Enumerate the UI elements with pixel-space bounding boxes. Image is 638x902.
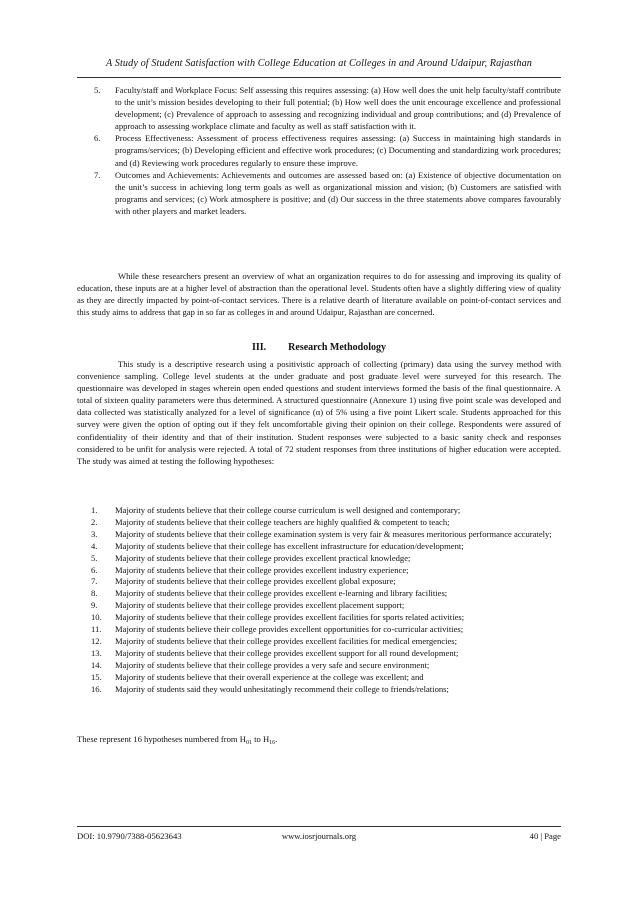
hypothesis-text: Majority of students said they would unhesitatingly recommend their college to friends/relations; bbox=[115, 683, 449, 694]
hypothesis-text: Majority of students believe that their college course curriculum is well designed and contemporary; bbox=[115, 505, 461, 515]
section-number: III. bbox=[251, 342, 267, 353]
hypothesis-text: Majority of students believe that their college provides excellent facilities for sports related activities; bbox=[115, 612, 465, 623]
hypothesis-number: 3. bbox=[91, 528, 98, 539]
hypothesis-item bbox=[77, 660, 561, 672]
footer-rule bbox=[77, 826, 561, 827]
hypothesis-item bbox=[77, 636, 561, 648]
hypothesis-text: Majority of students believe that their college has excellent infrastructure for education/development; bbox=[115, 540, 464, 551]
hypothesis-number: 7. bbox=[91, 576, 98, 587]
list-item bbox=[77, 84, 561, 132]
hypothesis-text: Majority of students believe that their college provides excellent support for all round development; bbox=[115, 647, 459, 658]
hypothesis-number: 15. bbox=[91, 671, 102, 682]
list-item-text: Outcomes and Achievements: Achievements and outcomes are assessed based on: (a) Existence of objective documentation on the unit’s success in achieving long term goals as well as organizational mission and vision; (b) Customers are satisfied with programs and services; (c) Work atmosphere is positive; and (d) Our success in the three statements above compares favourably with other players and market leaders. bbox=[115, 169, 561, 216]
hypothesis-text: Majority of students believe that their college provides excellent facilities for medical emergencies; bbox=[115, 635, 458, 646]
closing-middle: to H bbox=[251, 733, 270, 744]
hypothesis-item bbox=[77, 553, 561, 565]
hypothesis-number: 5. bbox=[91, 552, 98, 563]
hypothesis-text: Majority of students believe that their college provides a very safe and secure environment; bbox=[115, 659, 430, 670]
hypothesis-item bbox=[77, 588, 561, 600]
hypothesis-number: 12. bbox=[91, 635, 102, 646]
hypothesis-number: 4. bbox=[91, 540, 98, 551]
hypothesis-text: Majority of students believe that their college teachers are highly qualified & competent to teach; bbox=[115, 516, 450, 527]
hypothesis-text: Majority of students believe their college provides excellent opportunities for co-curricular activities; bbox=[115, 624, 464, 635]
footer-website[interactable]: www.iosrjournals.org bbox=[281, 831, 357, 841]
body-paragraph-methodology: This study is a descriptive research using a positivistic approach of collecting (primary) data using the survey method with convenience sampling. College level students at the under graduate and post graduate level were surveyed for this research. The questionnaire was developed in stages wherein open ended questions and student interviews formed the basis of the final questionnaire. A total of sixteen quality parameters were thus determined. A structured questionnaire (Annexure 1) using five point scale was developed and data collected was statistically analyzed for a level of significance (α) of 5% using a five point Likert scale. Students approached for this survey were given the option of opting out if they felt uncomfortable giving their opinion on their college. Respondents were assured of confidentiality of their identity and that of their institution. Student responses were subjected to a basic sanity check and responses considered to be unfit for analysis were rejected. A total of 72 student responses from three institutions of higher education were accepted. The study was aimed at testing the following hypotheses: bbox=[77, 359, 561, 466]
section-heading bbox=[77, 342, 561, 353]
header-rule bbox=[77, 77, 561, 78]
hypothesis-text: Majority of students believe that their overall experience at the college was excellent; and bbox=[115, 671, 424, 682]
hypothesis-text: Majority of students believe that their college provides excellent global exposure; bbox=[115, 576, 396, 587]
hypothesis-text: Majority of students believe that their college provides excellent practical knowledge; bbox=[115, 552, 411, 563]
list-item bbox=[77, 169, 561, 217]
hypothesis-number: 10. bbox=[91, 612, 102, 623]
hypothesis-number: 6. bbox=[91, 564, 98, 575]
hypothesis-item bbox=[77, 541, 561, 553]
running-title: A Study of Student Satisfaction with College Education at Colleges in and Around Udaipur, Rajasthan bbox=[106, 58, 532, 69]
hypothesis-number: 13. bbox=[91, 647, 102, 658]
hypothesis-item bbox=[77, 684, 561, 696]
hypothesis-text: Majority of students believe that their college provides excellent placement support; bbox=[115, 600, 405, 611]
closing-sentence bbox=[77, 733, 561, 745]
list-item-number: 7. bbox=[94, 169, 101, 180]
section-title: Research Methodology bbox=[288, 342, 387, 353]
hypothesis-number: 11. bbox=[91, 624, 102, 635]
hypothesis-item bbox=[77, 505, 561, 517]
hypotheses-list bbox=[77, 505, 561, 696]
hypothesis-item bbox=[77, 517, 561, 529]
hypothesis-item bbox=[77, 565, 561, 577]
hypothesis-number: 14. bbox=[91, 659, 102, 670]
footer-page-number: 40 | Page bbox=[529, 831, 561, 841]
hypothesis-item bbox=[77, 672, 561, 684]
list-item-text: Faculty/staff and Workplace Focus: Self assessing this requires assessing: (a) How well does the unit help faculty/staff contribute to the unit’s mission besides developing to their full potential; (b) How well does the unit encourage excellence and professional development; (c) Prevalence of approach to assessing and recognizing individual and group contributions; and (d) Prevalence of approach to assessing workplace climate and faculty as well as staff satisfaction with it. bbox=[115, 85, 561, 132]
criteria-list bbox=[77, 84, 561, 217]
hypothesis-item bbox=[77, 648, 561, 660]
hypothesis-number: 2. bbox=[91, 516, 98, 527]
hypothesis-text: Majority of students believe that their college provides excellent industry experience; bbox=[115, 564, 409, 575]
subscript-start: 01 bbox=[245, 739, 252, 746]
hypothesis-number: 1. bbox=[91, 505, 98, 515]
hypothesis-item bbox=[77, 612, 561, 624]
hypothesis-text: Majority of students believe that their college provides excellent e-learning and library facilities; bbox=[115, 588, 448, 599]
hypothesis-item bbox=[77, 529, 561, 541]
list-item-text: Process Effectiveness: Assessment of process effectiveness requires assessing: (a) Success in maintaining high standards in programs/services; (b) Developing efficient and effective work procedures; (c) Documenting and standardizing work procedures; and (d) Reviewing work procedures regularly to ensure these improve. bbox=[115, 133, 561, 168]
list-item bbox=[77, 132, 561, 168]
list-item-number: 5. bbox=[94, 85, 101, 95]
hypothesis-item bbox=[77, 576, 561, 588]
body-paragraph-overview: While these researchers present an overview of what an organization requires to do for assessing and improving its quality of education, these inputs are at a higher level of abstraction than the operational level. Students often have a slightly differing view of quality as they are directly impacted by point-of-contact services. There is a relative dearth of literature available on point-of-contact services and this study aims to address that gap in so far as colleges in and around Udaipur, Rajasthan are concerned. bbox=[77, 271, 561, 318]
hypothesis-number: 16. bbox=[91, 683, 102, 694]
footer-doi: DOI: 10.9790/7388-05623643 bbox=[77, 831, 182, 841]
hypothesis-item bbox=[77, 624, 561, 636]
closing-suffix: . bbox=[275, 733, 278, 744]
hypothesis-text: Majority of students believe that their college examination system is very fair & measures meritorious performance accurately; bbox=[115, 528, 552, 539]
list-item-number: 6. bbox=[94, 133, 101, 144]
hypothesis-number: 8. bbox=[91, 588, 98, 599]
hypothesis-item bbox=[77, 600, 561, 612]
subscript-end: 16 bbox=[269, 739, 276, 746]
hypothesis-number: 9. bbox=[91, 600, 98, 611]
closing-prefix: These represent 16 hypotheses numbered from H bbox=[77, 733, 246, 744]
